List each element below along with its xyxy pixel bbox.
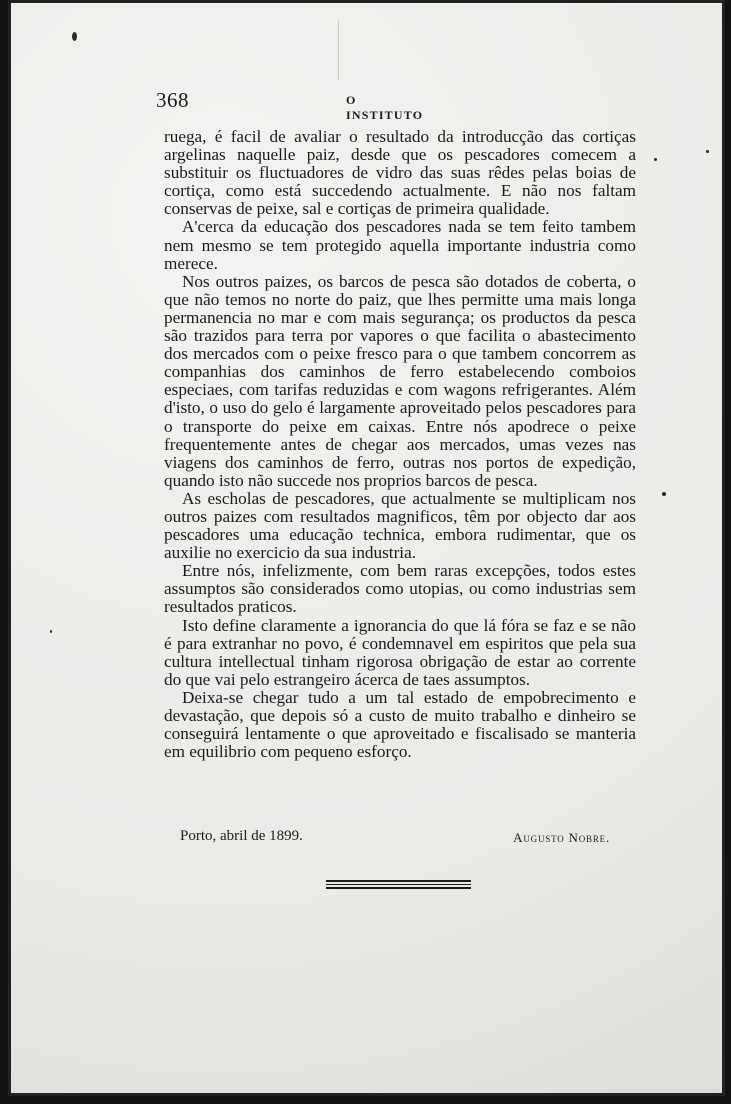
ink-speck xyxy=(50,630,52,633)
rule-line xyxy=(326,884,471,885)
ink-speck xyxy=(654,158,657,161)
ink-speck xyxy=(662,492,666,496)
paragraph: Isto define claramente a ignorancia do que lá fóra se faz e se não é para extranhar no povo, é condemnavel em espiritos que pela sua cultura intellectual tinham rigorosa obrigação de estar ao corrente do que vai pelo estrangeiro ácerca de taes assumptos. xyxy=(164,615,636,689)
article-body xyxy=(164,128,636,761)
place-date: Porto, abril de 1899. xyxy=(180,828,303,844)
ink-speck xyxy=(706,150,709,153)
closing-rule xyxy=(326,880,471,889)
paragraph: As escholas de pescadores, que actualmente se multiplicam nos outros paizes com resultados magnificos, têm por objecto dar aos pescadores uma educação technica, embora rudimentar, que os auxilie no exercicio da sua industria. xyxy=(164,488,636,563)
page-number: 368 xyxy=(156,88,189,112)
author-name: Augusto Nobre. xyxy=(513,830,610,845)
document-page xyxy=(8,0,725,1096)
paragraph: Entre nós, infelizmente, com bem raras excepções, todos estes assumptos são considerados como utopias, ou como industrias sem resultados praticos. xyxy=(164,561,636,617)
rule-line xyxy=(326,880,471,882)
page-header xyxy=(156,88,436,122)
running-head: O INSTITUTO xyxy=(346,93,424,122)
paragraph: ruega, é facil de avaliar o resultado da introducção das cortiças argelinas naquelle paiz, desde que os pescadores comecem a substituir os fluctuadores de vidro das suas rêdes pelas boias de cortiça, como está succedendo actualmente. E não nos faltam conservas de peixe, sal e cortiças de primeira qualidade. xyxy=(164,127,636,219)
paragraph: A'cerca da educação dos pescadores nada se tem feito tambem nem mesmo se tem protegido aquella importante industria como merece. xyxy=(164,217,636,273)
rule-line xyxy=(326,887,471,889)
ink-speck xyxy=(72,32,77,41)
paragraph: Nos outros paizes, os barcos de pesca são dotados de coberta, o que não temos no norte do paiz, que lhes permitte uma mais longa permanencia no mar e com mais segurança; os productos da pesca são trazidos para terra por vapores o que facilita o abastecimento dos mercados com o peixe fresco para o que tambem concorrem as companhias dos caminhos de ferro estabelecendo comboios especiaes, com tarifas reduzidas e com wagons refrigerantes. Além d'isto, o uso do gelo é largamente aproveitado pelos pescadores para o transporte do peixe em caixas. Entre nós apodrece o peixe frequentemente antes de chegar aos mercados, umas vezes nas viagens dos caminhos de ferro, outras nos portos de expedição, quando isto não succede nos proprios barcos de pesca. xyxy=(164,271,636,490)
paper-crease xyxy=(338,20,339,80)
paragraph: Deixa-se chegar tudo a um tal estado de empobrecimento e devastação, que depois só a custo de muito trabalho e dinheiro se conseguirá lentamente o que aproveitado e fiscalisado se manteria em equilibrio com pequeno esforço. xyxy=(164,687,636,762)
signature-line xyxy=(180,828,610,850)
